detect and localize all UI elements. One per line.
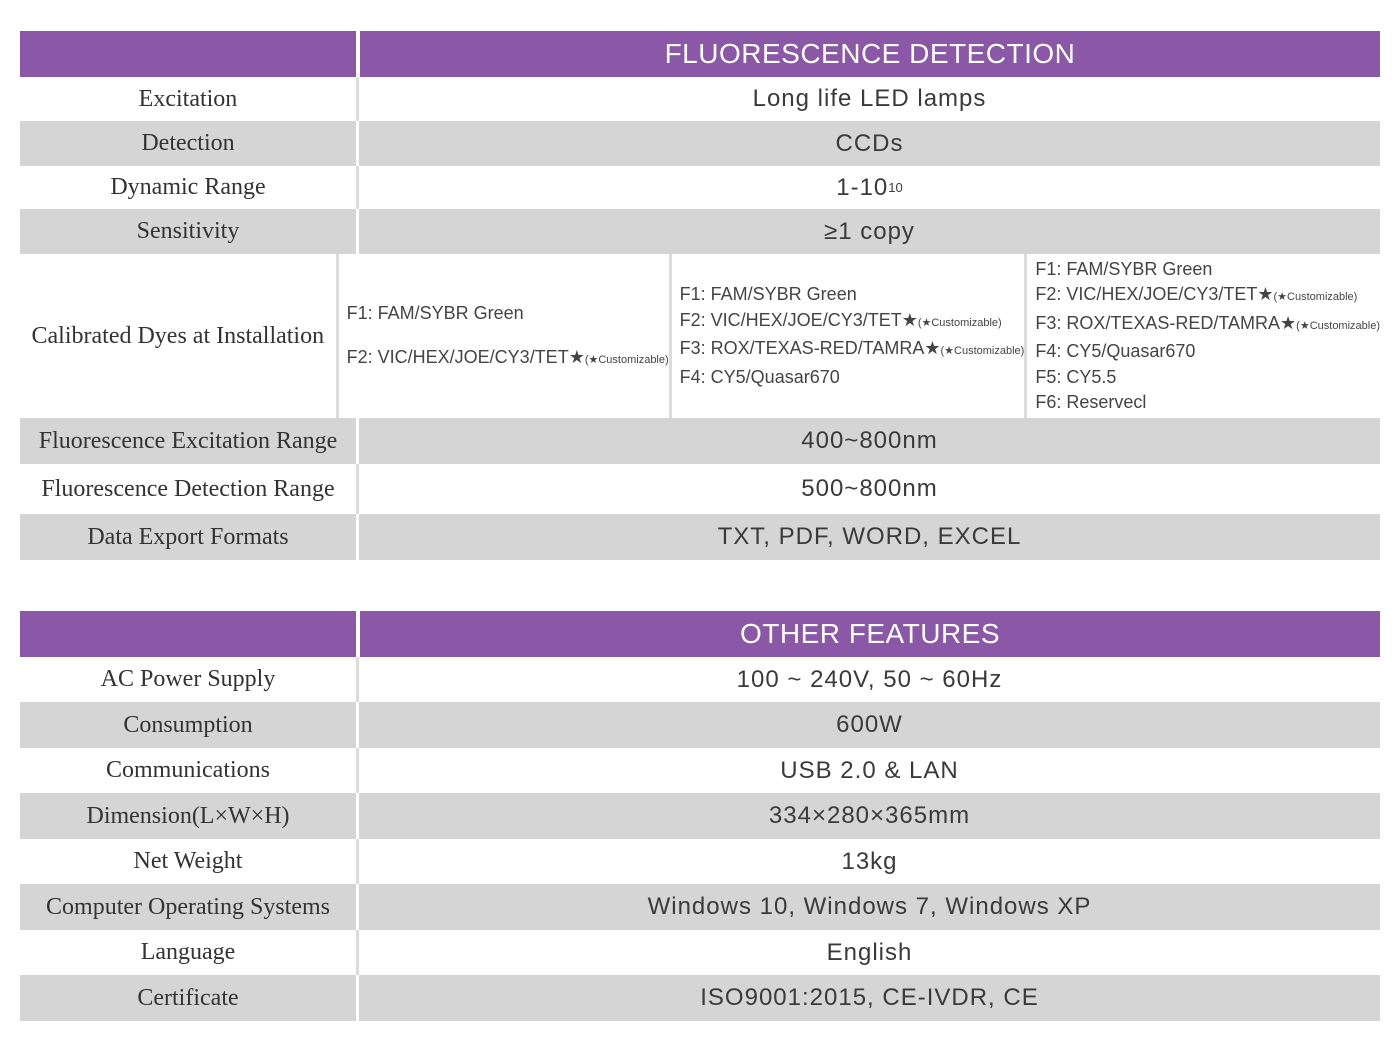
spec-row-dynamic-range [20, 166, 1380, 209]
spec-value: 100 ~ 240V, 50 ~ 60Hz [736, 665, 1003, 693]
dye-columns [339, 254, 1380, 418]
spec-row-detection [20, 121, 1380, 166]
dye-name: F1: FAM/SYBR Green [679, 284, 857, 304]
dye-name: F3: ROX/TEXAS-RED/TAMRA★ [679, 338, 941, 358]
dye-entry [1035, 365, 1380, 391]
spec-value [359, 166, 1380, 209]
dye-entry [1035, 311, 1380, 340]
dye-entry [680, 308, 1025, 337]
spec-row-detection-range [20, 464, 1380, 514]
dye-name: F2: VIC/HEX/JOE/CY3/TET★ [679, 309, 918, 330]
spec-row-excitation-range [20, 418, 1380, 464]
dye-entry [1035, 390, 1380, 416]
spec-row-communications [20, 748, 1380, 793]
dye-column [669, 254, 1025, 418]
spec-label: Computer Operating Systems [20, 884, 359, 930]
dye-name: F1: FAM/SYBR Green [1035, 258, 1213, 279]
spec-label: AC Power Supply [20, 657, 359, 702]
dye-name: F1: FAM/SYBR Green [346, 302, 524, 323]
customizable-note: (★Customizable) [1296, 319, 1380, 332]
customizable-note: (★Customizable) [917, 316, 1002, 329]
spec-label: Net Weight [20, 839, 359, 884]
spec-row-certificate [20, 975, 1380, 1021]
dye-entry [680, 365, 1025, 391]
spec-row-language [20, 930, 1380, 975]
spec-value: 600W [836, 711, 903, 738]
spec-value: English [826, 938, 913, 966]
dye-entry [347, 291, 669, 335]
dye-name: F4: CY5/Quasar670 [679, 366, 840, 387]
spec-row-dimension [20, 793, 1380, 839]
section-header [20, 611, 1380, 657]
spec-value: ≥1 copy [824, 217, 915, 245]
spec-label: Fluorescence Excitation Range [20, 418, 359, 464]
spec-value: 334×280×365mm [768, 802, 971, 829]
spec-label: Sensitivity [20, 209, 359, 254]
spec-label: Detection [20, 121, 359, 166]
dye-name: F2: VIC/HEX/JOE/CY3/TET★ [1035, 284, 1274, 304]
spec-value: 500~800nm [801, 475, 938, 502]
spec-label: Fluorescence Detection Range [20, 464, 359, 514]
spec-row-sensitivity [20, 209, 1380, 254]
header-spacer [20, 31, 360, 77]
spec-value: TXT, PDF, WORD, EXCEL [717, 523, 1022, 550]
dye-name: F3: ROX/TEXAS-RED/TAMRA★ [1035, 312, 1297, 333]
spec-value: 13kg [841, 847, 898, 875]
spec-value: USB 2.0 & LAN [780, 756, 959, 784]
dye-entry [680, 282, 1025, 308]
spec-value: Windows 10, Windows 7, Windows XP [647, 893, 1092, 920]
spec-label: Language [20, 930, 359, 975]
spec-value: Long life LED lamps [752, 85, 987, 112]
customizable-note: (★Customizable) [1273, 291, 1358, 303]
dye-name: F5: CY5.5 [1035, 366, 1117, 387]
spec-label: Excitation [20, 77, 359, 121]
dye-column [1024, 254, 1380, 418]
spec-row-excitation [20, 77, 1380, 121]
dye-entry [1035, 282, 1380, 311]
section-title: OTHER FEATURES [739, 618, 1001, 649]
spec-label: Data Export Formats [20, 514, 359, 560]
dye-entry [1035, 339, 1380, 365]
customizable-note: (★Customizable) [940, 345, 1025, 357]
section-title: FLUORESCENCE DETECTION [664, 38, 1076, 69]
spec-value: CCDs [835, 129, 904, 157]
spec-row-consumption [20, 702, 1380, 748]
spec-label: Dynamic Range [20, 166, 359, 209]
spec-row-net-weight [20, 839, 1380, 884]
spec-label: Consumption [20, 702, 359, 748]
fluorescence-detection-table [20, 31, 1380, 560]
customizable-note: (★Customizable) [584, 353, 669, 366]
dye-entry [680, 336, 1025, 365]
spec-row-ac-power [20, 657, 1380, 702]
spec-value: ISO9001:2015, CE-IVDR, CE [700, 984, 1039, 1011]
dye-entry [1035, 257, 1380, 283]
dynamic-range-base: 1-10 [836, 173, 889, 201]
dye-name: F2: VIC/HEX/JOE/CY3/TET★ [346, 346, 585, 367]
spec-label: Certificate [20, 975, 359, 1021]
spec-row-export-formats [20, 514, 1380, 560]
dye-name: F4: CY5/Quasar670 [1035, 341, 1196, 361]
dye-name: F6: Reservecl [1035, 392, 1147, 412]
other-features-table [20, 611, 1380, 1021]
section-header [20, 31, 1380, 77]
header-spacer [20, 611, 360, 657]
spec-value: 400~800nm [801, 427, 938, 454]
spec-label: Communications [20, 748, 359, 793]
spec-label: Calibrated Dyes at Installation [20, 254, 339, 418]
spec-label: Dimension(L×W×H) [20, 793, 359, 839]
spec-row-operating-systems [20, 884, 1380, 930]
dye-column [339, 254, 669, 418]
dynamic-range-exponent: 10 [888, 180, 903, 195]
dye-entry [347, 335, 669, 382]
spec-row-calibrated-dyes [20, 254, 1380, 418]
